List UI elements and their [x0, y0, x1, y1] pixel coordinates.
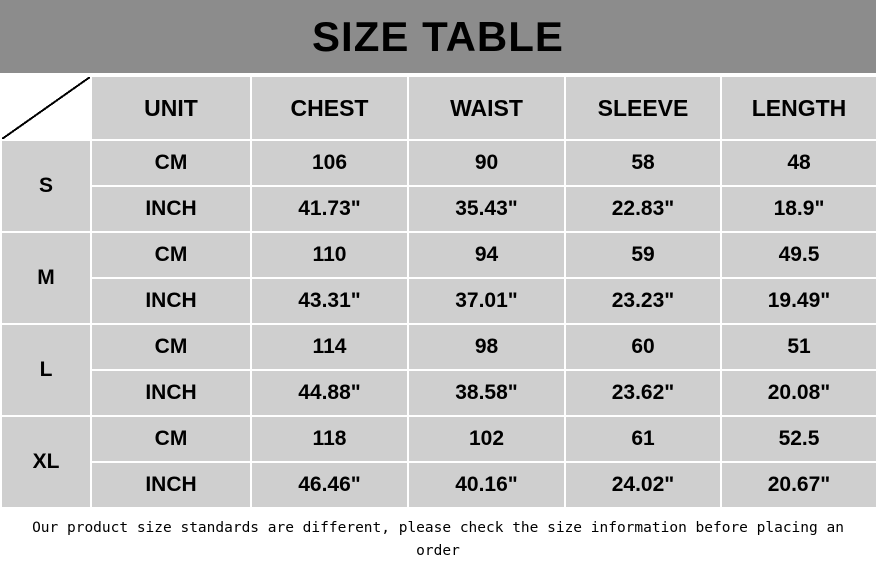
- size-label-s: S: [1, 140, 91, 232]
- page-title: SIZE TABLE: [312, 12, 564, 60]
- cell-chest: 106: [251, 140, 408, 186]
- table-row: [1, 140, 876, 186]
- unit-label: CM: [91, 416, 251, 462]
- cell-waist: 37.01": [408, 278, 565, 324]
- table-header-row: [1, 76, 876, 140]
- cell-chest: 114: [251, 324, 408, 370]
- table-row: [1, 186, 876, 232]
- unit-label: CM: [91, 232, 251, 278]
- unit-label: INCH: [91, 186, 251, 232]
- cell-length: 18.9": [721, 186, 876, 232]
- unit-label: INCH: [91, 370, 251, 416]
- cell-sleeve: 59: [565, 232, 721, 278]
- cell-length: 19.49": [721, 278, 876, 324]
- size-table: [0, 75, 876, 509]
- title-banner: [0, 0, 876, 75]
- cell-length: 52.5: [721, 416, 876, 462]
- cell-waist: 94: [408, 232, 565, 278]
- footer-note: [0, 509, 876, 562]
- cell-length: 20.08": [721, 370, 876, 416]
- column-header-length: LENGTH: [721, 76, 876, 140]
- table-row: [1, 232, 876, 278]
- cell-chest: 44.88": [251, 370, 408, 416]
- table-row: [1, 278, 876, 324]
- cell-waist: 90: [408, 140, 565, 186]
- cell-sleeve: 60: [565, 324, 721, 370]
- cell-length: 49.5: [721, 232, 876, 278]
- table-row: [1, 462, 876, 508]
- column-header-waist: WAIST: [408, 76, 565, 140]
- cell-waist: 102: [408, 416, 565, 462]
- unit-label: CM: [91, 324, 251, 370]
- table-row: [1, 324, 876, 370]
- unit-label: INCH: [91, 462, 251, 508]
- column-header-sleeve: SLEEVE: [565, 76, 721, 140]
- cell-length: 20.67": [721, 462, 876, 508]
- cell-chest: 110: [251, 232, 408, 278]
- cell-length: 48: [721, 140, 876, 186]
- cell-chest: 46.46": [251, 462, 408, 508]
- cell-sleeve: 22.83": [565, 186, 721, 232]
- size-label-m: M: [1, 232, 91, 324]
- cell-chest: 118: [251, 416, 408, 462]
- cell-waist: 40.16": [408, 462, 565, 508]
- cell-chest: 41.73": [251, 186, 408, 232]
- cell-waist: 38.58": [408, 370, 565, 416]
- cell-chest: 43.31": [251, 278, 408, 324]
- cell-sleeve: 24.02": [565, 462, 721, 508]
- cell-sleeve: 58: [565, 140, 721, 186]
- unit-label: CM: [91, 140, 251, 186]
- diagonal-divider-icon: [1, 76, 91, 140]
- table-row: [1, 370, 876, 416]
- unit-label: INCH: [91, 278, 251, 324]
- cell-waist: 35.43": [408, 186, 565, 232]
- cell-waist: 98: [408, 324, 565, 370]
- size-label-xl: XL: [1, 416, 91, 508]
- column-header-chest: CHEST: [251, 76, 408, 140]
- cell-sleeve: 61: [565, 416, 721, 462]
- cell-sleeve: 23.62": [565, 370, 721, 416]
- column-header-unit: UNIT: [91, 76, 251, 140]
- size-label-l: L: [1, 324, 91, 416]
- table-row: [1, 416, 876, 462]
- footer-note-text: Our product size standards are different, please check the size information before placing an order: [32, 520, 844, 559]
- cell-sleeve: 23.23": [565, 278, 721, 324]
- cell-length: 51: [721, 324, 876, 370]
